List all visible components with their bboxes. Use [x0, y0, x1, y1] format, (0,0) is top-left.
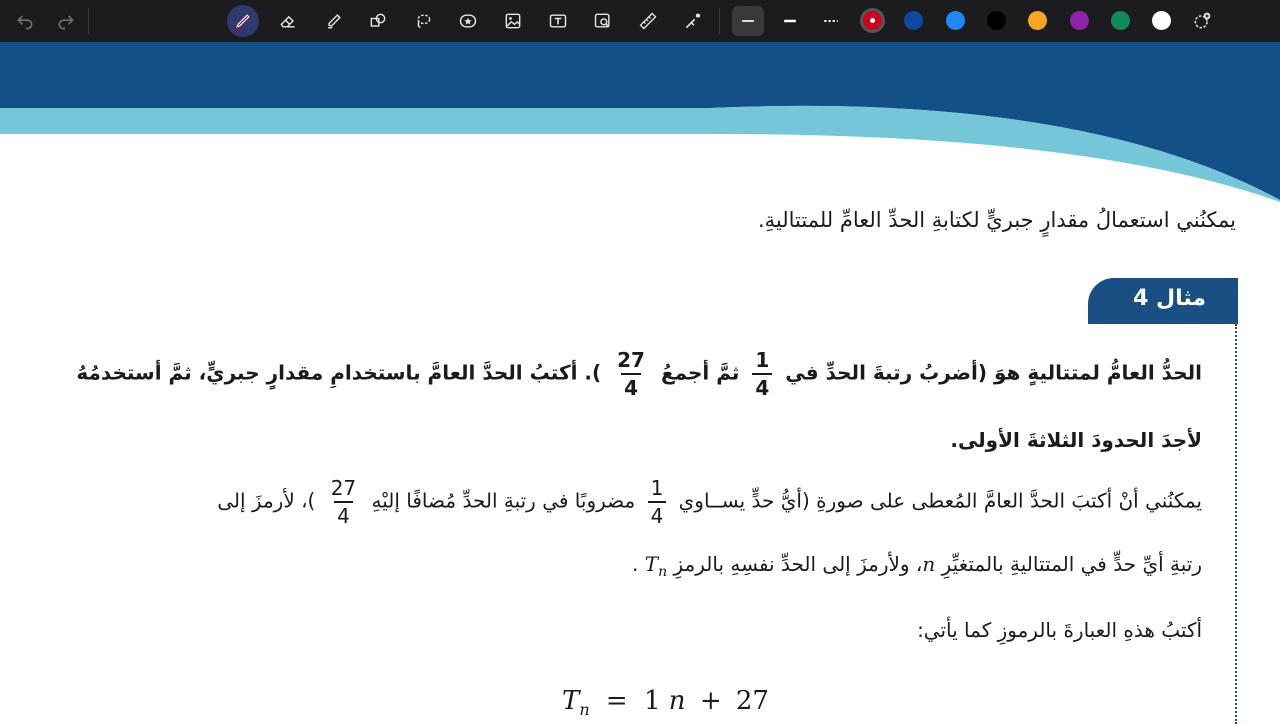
explanation-text-1: يمكنُني أنْ أكتبَ الحدَّ العامَّ المُعطى على صورةِ (أيُّ حدٍّ يســاوي [678, 488, 1202, 513]
toolbar-separator [88, 8, 89, 34]
pen-icon [233, 11, 253, 31]
stroke-thin-button[interactable] [732, 6, 764, 36]
redo-button[interactable] [50, 6, 82, 36]
shapes-tool-button[interactable] [362, 6, 394, 36]
eraser-tool-button[interactable] [272, 6, 304, 36]
shapes-icon [368, 11, 388, 31]
sticker-tool-button[interactable] [452, 6, 484, 36]
formula-fraction-1: 1 [643, 686, 661, 716]
highlighter-icon [324, 11, 344, 31]
dotted-line-icon [821, 11, 841, 31]
stroke-medium-button[interactable] [774, 6, 806, 36]
text-tool-button[interactable] [542, 6, 574, 36]
image-tool-button[interactable] [497, 6, 529, 36]
ruler-icon [638, 11, 658, 31]
highlighter-tool-button[interactable] [318, 6, 350, 36]
example-dotted-border [1235, 324, 1237, 724]
fraction-27-quarters: $\frac{27}{4}$ [330, 476, 357, 528]
star-sticker-icon [458, 11, 478, 31]
variable-n: n [922, 552, 936, 576]
color-swatch-8[interactable] [1152, 11, 1171, 30]
more-colors-button[interactable] [1186, 6, 1218, 36]
fraction-one-quarter: $\frac{1}{4}$ [752, 350, 772, 398]
laser-pointer-tool-button[interactable] [677, 6, 709, 36]
annotation-toolbar [0, 0, 1280, 42]
page-header-band [0, 42, 1280, 202]
color-swatch-4[interactable] [987, 11, 1006, 30]
example-label-tab [1088, 278, 1238, 324]
color-swatch-3[interactable] [946, 11, 965, 30]
lasso-tool-button[interactable] [407, 6, 439, 36]
undo-arrow-icon [15, 11, 35, 31]
problem-text-2: ثمَّ أجمعُ [660, 360, 740, 385]
selected-indicator [870, 18, 875, 23]
instruction-text: أكتبُ هذهِ العبارةَ بالرموزِ كما يأتي: [917, 618, 1202, 642]
formula-fraction-2: 27 [735, 686, 769, 716]
color-swatch-1[interactable] [863, 11, 882, 30]
image-search-tool-button[interactable] [587, 6, 619, 36]
color-picker-add-icon [1192, 11, 1212, 31]
undo-button[interactable] [9, 6, 41, 36]
explanation-line-2: رتبةِ أيِّ حدٍّ في المتتاليةِ بالمتغيِّرِ n، ولأرمزَ إلى الحدِّ نفسِهِ بالرمزِ $T_n$ . [632, 552, 1202, 580]
problem-text-1: الحدُّ العامُّ لمتتاليةٍ هوَ (أضربُ رتبةَ الحدِّ في [785, 360, 1202, 385]
variable-t-n: $T_n$ [644, 552, 668, 580]
fraction-27-quarters: $\frac{27}{4}$ [617, 348, 645, 400]
text-box-icon [548, 11, 568, 31]
problem-line-2: لأجدَ الحدودَ الثلاثةَ الأولى. [950, 428, 1202, 452]
intro-text: يمكنُني استعمالُ مقدارٍ جبريٍّ لكتابةِ الحدِّ العامِّ للمتتاليةِ. [757, 208, 1236, 232]
thin-line-icon [738, 11, 758, 31]
lasso-icon [413, 11, 433, 31]
toolbar-separator [719, 8, 720, 34]
redo-arrow-icon [56, 11, 76, 31]
eraser-icon [278, 11, 298, 31]
problem-line-1 [76, 350, 1202, 398]
color-swatch-2[interactable] [904, 11, 923, 30]
color-swatch-7[interactable] [1111, 11, 1130, 30]
color-swatch-6[interactable] [1070, 11, 1089, 30]
problem-text-3: ). أكتبُ الحدَّ العامَّ باستخدامِ مقدارٍ جبريٍّ، ثمَّ أستخدمُهُ [76, 360, 602, 385]
fraction-one-quarter: $\frac{1}{4}$ [648, 478, 667, 526]
explanation-line-1 [217, 478, 1202, 526]
general-term-formula: $T_n = 1$ n + 27 [562, 686, 769, 720]
ruler-tool-button[interactable] [632, 6, 664, 36]
stroke-dotted-button[interactable] [815, 6, 847, 36]
example-label: مثال 4 [1133, 286, 1206, 311]
thick-line-icon [780, 11, 800, 31]
image-icon [503, 11, 523, 31]
explanation-text-3: )، لأرمزَ إلى [217, 488, 316, 513]
color-swatch-5[interactable] [1028, 11, 1047, 30]
image-search-icon [593, 11, 613, 31]
pen-tool-button[interactable] [227, 5, 259, 37]
laser-pointer-icon [683, 11, 703, 31]
explanation-text-2: مضروبًا في رتبةِ الحدِّ مُضافًا إليْهِ [371, 488, 636, 513]
